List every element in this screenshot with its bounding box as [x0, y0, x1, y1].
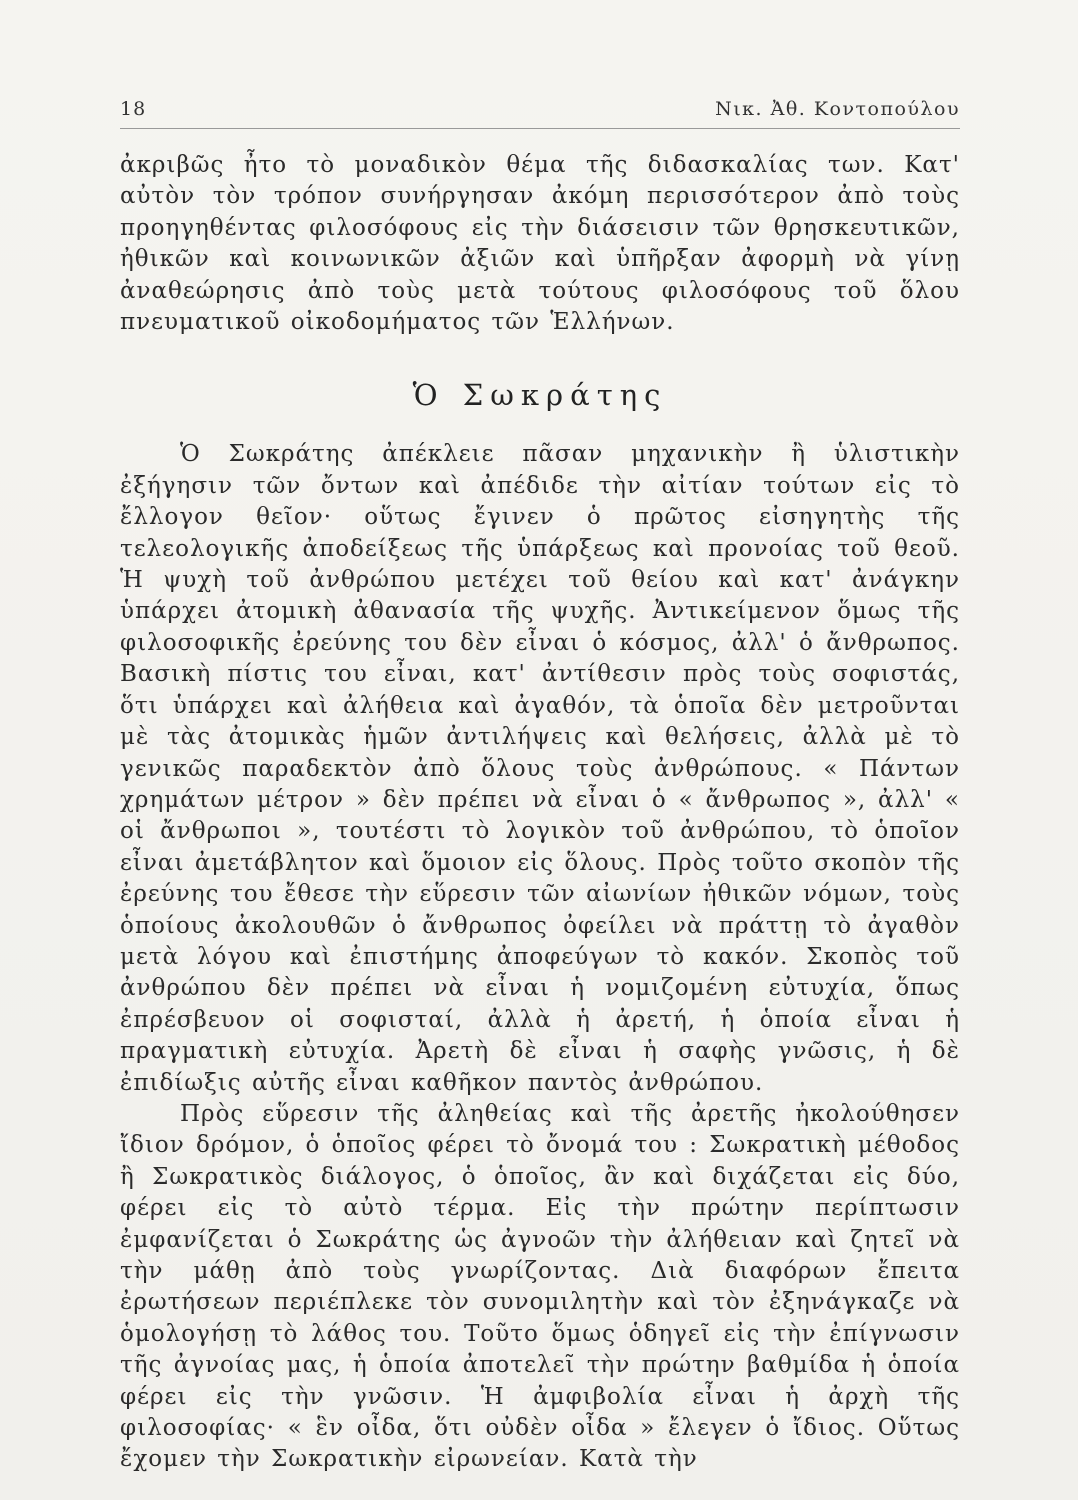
section-heading: Ὁ Σωκράτης: [412, 378, 668, 413]
header-divider: [120, 128, 960, 129]
page-header: [120, 96, 960, 126]
intro-paragraph: ἀκριβῶς ἦτο τὸ μοναδικὸν θέμα τῆς διδασκαλίας των. Κατ' αὐτὸν τὸν τρόπον συνήργησαν ἀκόμη περισσότερον ἀπὸ τοὺς προηγηθέντας φιλοσόφους εἰς τὴν διάσεισιν τῶν θρησκευτικῶν, ἠθικῶν καὶ κοινωνικῶν ἀξιῶν καὶ ὑπῆρξαν ἀφορμὴ νὰ γίνῃ ἀναθεώρησις ἀπὸ τοὺς μετὰ τούτους φιλοσόφους τοῦ ὅλου πνευματικοῦ οἰκοδομήματος τῶν Ἑλλήνων.: [120, 152, 960, 336]
body-text: [120, 150, 960, 1476]
running-title: Νικ. Ἀθ. Κοντοπούλου: [715, 98, 960, 120]
paragraph-socratic-method: Πρὸς εὕρεσιν τῆς ἀληθείας καὶ τῆς ἀρετῆς ἠκολούθησεν ἴδιον δρόμον, ὁ ὁποῖος φέρει τὸ ὄνομά του : Σωκρατικὴ μέθοδος ἢ Σωκρατικὸς διάλογος, ὁ ὁποῖος, ἂν καὶ διχάζεται εἰς δύο, φέρει εἰς τὸ αὐτὸ τέρμα. Εἰς τὴν πρώτην περίπτωσιν ἐμφανίζεται ὁ Σωκράτης ὡς ἀγνοῶν τὴν ἀλήθειαν καὶ ζητεῖ νὰ τὴν μάθῃ ἀπὸ τοὺς γνωρίζοντας. Διὰ διαφόρων ἔπειτα ἐρωτήσεων περιέπλεκε τὸν συνομιλητὴν καὶ τὸν ἐξηνάγκαζε νὰ ὁμολογήσῃ τὸ λάθος του. Τοῦτο ὅμως ὁδηγεῖ εἰς τὴν ἐπίγνωσιν τῆς ἀγνοίας μας, ἡ ὁποία ἀποτελεῖ τὴν πρώτην βαθμίδα ἡ ὁποία φέρει εἰς τὴν γνῶσιν. Ἡ ἀμφιβολία εἶναι ἡ ἀρχὴ τῆς φιλοσοφίας· « ἓν οἶδα, ὅτι οὐδὲν οἶδα » ἔλεγεν ὁ ἴδιος. Οὕτως ἔχομεν τὴν Σωκρατικὴν εἰρωνείαν. Κατὰ τὴν: [120, 1100, 960, 1473]
page-number: 18: [120, 98, 147, 120]
paragraph-socrates-philosophy: Ὁ Σωκράτης ἀπέκλειε πᾶσαν μηχανικὴν ἢ ὑλιστικὴν ἐξήγησιν τῶν ὄντων καὶ ἀπέδιδε τὴν αἰτίαν τούτων εἰς τὸ ἔλλογον θεῖον· οὕτως ἔγινεν ὁ πρῶτος εἰσηγητὴς τῆς τελεολογικῆς ἀποδείξεως τῆς ὑπάρξεως καὶ προνοίας τοῦ θεοῦ. Ἡ ψυχὴ τοῦ ἀνθρώπου μετέχει τοῦ θείου καὶ κατ' ἀνάγκην ὑπάρχει ἀτομικὴ ἀθανασία τῆς ψυχῆς. Ἀντικείμενον ὅμως τῆς φιλοσοφικῆς ἐρεύνης του δὲν εἶναι ὁ κόσμος, ἀλλ' ὁ ἄνθρωπος. Βασικὴ πίστις του εἶναι, κατ' ἀντίθεσιν πρὸς τοὺς σοφιστάς, ὅτι ὑπάρχει καὶ ἀλήθεια καὶ ἀγαθόν, τὰ ὁποῖα δὲν μετροῦνται μὲ τὰς ἀτομικὰς ἡμῶν ἀντιλήψεις καὶ θελήσεις, ἀλλὰ μὲ τὸ γενικῶς παραδεκτὸν ἀπὸ ὅλους τοὺς ἀνθρώπους. « Πάντων χρημάτων μέτρον » δὲν πρέπει νὰ εἶναι ὁ « ἄνθρωπος », ἀλλ' « οἱ ἄνθρωποι », τουτέστι τὸ λογικὸν τοῦ ἀνθρώπου, τὸ ὁποῖον εἶναι ἀμετάβλητον καὶ ὅμοιον εἰς ὅλους. Πρὸς τοῦτο σκοπὸν τῆς ἐρεύνης του ἔθεσε τὴν εὕρεσιν τῶν αἰωνίων ἠθικῶν νόμων, τοὺς ὁποίους ἀκολουθῶν ὁ ἄνθρωπος ὀφείλει νὰ πράττῃ τὸ ἀγαθὸν μετὰ λόγου καὶ ἐπιστήμης ἀποφεύγων τὸ κακόν. Σκοπὸς τοῦ ἀνθρώπου δὲν πρέπει νὰ εἶναι ἡ νομιζομένη εὐτυχία, ὅπως ἐπρέσβευον οἱ σοφισταί, ἀλλὰ ἡ ἀρετή, ἡ ὁποία εἶναι ἡ πραγματικὴ εὐτυχία. Ἀρετὴ δὲ εἶναι ἡ σαφὴς γνῶσις, ἡ δὲ ἐπιδίωξις αὐτῆς εἶναι καθῆκον παντὸς ἀνθρώπου.: [120, 441, 960, 1096]
